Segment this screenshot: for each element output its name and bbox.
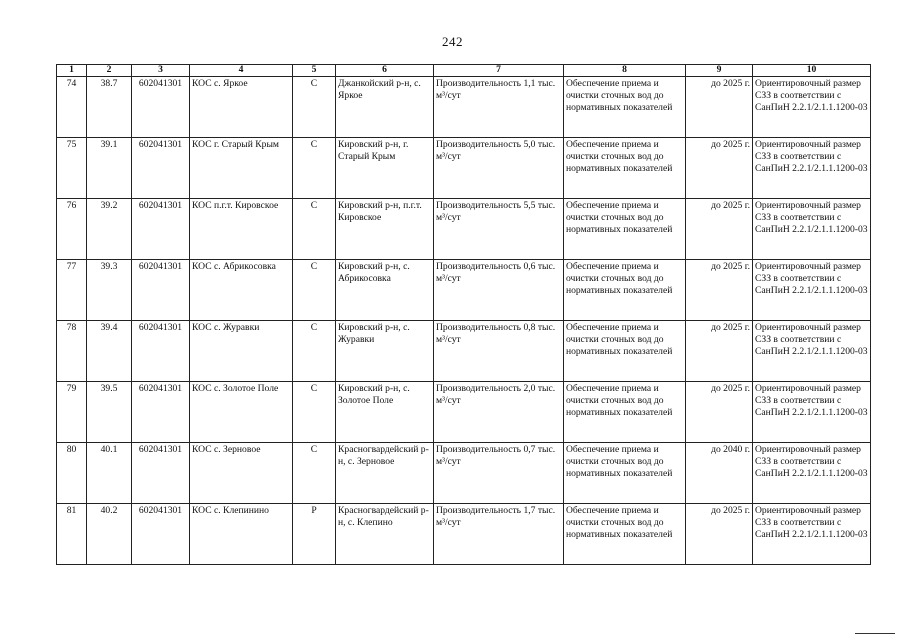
table-body	[57, 77, 871, 565]
cell-capacity: Производительность 2,0 тыс. м³/сут	[434, 382, 564, 443]
cell-location: Кировский р-н, с. Золотое Поле	[336, 382, 434, 443]
cell-code: 602041301	[132, 443, 190, 504]
cell-purpose: Обеспечение приема и очистки сточных вод до нормативных показателей	[564, 443, 686, 504]
cell-location: Кировский р-н, с. Абрикосовка	[336, 260, 434, 321]
cell-capacity: Производительность 5,5 тыс. м³/сут	[434, 199, 564, 260]
cell-num: 77	[57, 260, 87, 321]
cell-num: 76	[57, 199, 87, 260]
cell-deadline: до 2025 г.	[686, 260, 753, 321]
cell-note: Ориентировочный размер СЗЗ в соответствии с СанПиН 2.2.1/2.1.1.1200-03	[753, 321, 871, 382]
cell-purpose: Обеспечение приема и очистки сточных вод до нормативных показателей	[564, 321, 686, 382]
table-row	[57, 77, 871, 138]
cell-deadline: до 2025 г.	[686, 504, 753, 565]
cell-capacity: Производительность 0,6 тыс. м³/сут	[434, 260, 564, 321]
col-header-1: 1	[57, 65, 87, 77]
cell-purpose: Обеспечение приема и очистки сточных вод до нормативных показателей	[564, 199, 686, 260]
col-header-8: 8	[564, 65, 686, 77]
cell-name: КОС г. Старый Крым	[190, 138, 293, 199]
cell-sub: 39.2	[87, 199, 132, 260]
cell-deadline: до 2040 г.	[686, 443, 753, 504]
table-row	[57, 138, 871, 199]
cell-note: Ориентировочный размер СЗЗ в соответствии с СанПиН 2.2.1/2.1.1.1200-03	[753, 138, 871, 199]
col-header-10: 10	[753, 65, 871, 77]
cell-code: 602041301	[132, 260, 190, 321]
cell-sub: 39.4	[87, 321, 132, 382]
cell-capacity: Производительность 0,7 тыс. м³/сут	[434, 443, 564, 504]
cell-name: КОС с. Журавки	[190, 321, 293, 382]
cell-status: Р	[293, 504, 336, 565]
cell-purpose: Обеспечение приема и очистки сточных вод до нормативных показателей	[564, 382, 686, 443]
cell-code: 602041301	[132, 77, 190, 138]
cell-purpose: Обеспечение приема и очистки сточных вод до нормативных показателей	[564, 138, 686, 199]
cell-deadline: до 2025 г.	[686, 77, 753, 138]
cell-code: 602041301	[132, 138, 190, 199]
cell-name: КОС с. Зерновое	[190, 443, 293, 504]
cell-location: Джанкойский р-н, с. Яркое	[336, 77, 434, 138]
cell-status: С	[293, 382, 336, 443]
cell-code: 602041301	[132, 199, 190, 260]
footer-rule	[855, 633, 895, 634]
cell-status: С	[293, 260, 336, 321]
cell-name: КОС с. Клепинино	[190, 504, 293, 565]
cell-deadline: до 2025 г.	[686, 382, 753, 443]
cell-code: 602041301	[132, 504, 190, 565]
cell-note: Ориентировочный размер СЗЗ в соответствии с СанПиН 2.2.1/2.1.1.1200-03	[753, 382, 871, 443]
cell-sub: 40.1	[87, 443, 132, 504]
cell-capacity: Производительность 1,1 тыс. м³/сут	[434, 77, 564, 138]
cell-name: КОС с. Золотое Поле	[190, 382, 293, 443]
cell-name: КОС с. Абрикосовка	[190, 260, 293, 321]
col-header-9: 9	[686, 65, 753, 77]
cell-purpose: Обеспечение приема и очистки сточных вод до нормативных показателей	[564, 77, 686, 138]
cell-note: Ориентировочный размер СЗЗ в соответствии с СанПиН 2.2.1/2.1.1.1200-03	[753, 260, 871, 321]
facilities-table	[56, 64, 871, 565]
cell-location: Кировский р-н, г. Старый Крым	[336, 138, 434, 199]
cell-num: 75	[57, 138, 87, 199]
cell-location: Кировский р-н, п.г.т. Кировское	[336, 199, 434, 260]
cell-status: С	[293, 199, 336, 260]
cell-deadline: до 2025 г.	[686, 138, 753, 199]
cell-status: С	[293, 138, 336, 199]
cell-capacity: Производительность 5,0 тыс. м³/сут	[434, 138, 564, 199]
cell-num: 79	[57, 382, 87, 443]
col-header-3: 3	[132, 65, 190, 77]
cell-name: КОС п.г.т. Кировское	[190, 199, 293, 260]
cell-sub: 39.3	[87, 260, 132, 321]
table-row	[57, 321, 871, 382]
cell-name: КОС с. Яркое	[190, 77, 293, 138]
cell-sub: 39.5	[87, 382, 132, 443]
table-row	[57, 504, 871, 565]
cell-deadline: до 2025 г.	[686, 321, 753, 382]
cell-num: 80	[57, 443, 87, 504]
col-header-2: 2	[87, 65, 132, 77]
col-header-4: 4	[190, 65, 293, 77]
table-row	[57, 443, 871, 504]
cell-note: Ориентировочный размер СЗЗ в соответствии с СанПиН 2.2.1/2.1.1.1200-03	[753, 77, 871, 138]
page-number: 242	[442, 34, 463, 49]
cell-location: Красногвардейский р-н, с. Зерновое	[336, 443, 434, 504]
cell-sub: 38.7	[87, 77, 132, 138]
cell-deadline: до 2025 г.	[686, 199, 753, 260]
cell-note: Ориентировочный размер СЗЗ в соответствии с СанПиН 2.2.1/2.1.1.1200-03	[753, 443, 871, 504]
header-row	[57, 65, 871, 77]
col-header-7: 7	[434, 65, 564, 77]
cell-code: 602041301	[132, 321, 190, 382]
cell-note: Ориентировочный размер СЗЗ в соответствии с СанПиН 2.2.1/2.1.1.1200-03	[753, 504, 871, 565]
cell-capacity: Производительность 1,7 тыс. м³/сут	[434, 504, 564, 565]
cell-capacity: Производительность 0,8 тыс. м³/сут	[434, 321, 564, 382]
col-header-6: 6	[336, 65, 434, 77]
table-row	[57, 260, 871, 321]
cell-purpose: Обеспечение приема и очистки сточных вод до нормативных показателей	[564, 260, 686, 321]
cell-purpose: Обеспечение приема и очистки сточных вод до нормативных показателей	[564, 504, 686, 565]
cell-sub: 39.1	[87, 138, 132, 199]
table-row	[57, 382, 871, 443]
cell-note: Ориентировочный размер СЗЗ в соответствии с СанПиН 2.2.1/2.1.1.1200-03	[753, 199, 871, 260]
cell-num: 81	[57, 504, 87, 565]
cell-location: Красногвардейский р-н, с. Клепино	[336, 504, 434, 565]
cell-code: 602041301	[132, 382, 190, 443]
cell-status: С	[293, 77, 336, 138]
cell-location: Кировский р-н, с. Журавки	[336, 321, 434, 382]
table-row	[57, 199, 871, 260]
cell-status: С	[293, 443, 336, 504]
cell-num: 78	[57, 321, 87, 382]
cell-sub: 40.2	[87, 504, 132, 565]
col-header-5: 5	[293, 65, 336, 77]
cell-num: 74	[57, 77, 87, 138]
cell-status: С	[293, 321, 336, 382]
